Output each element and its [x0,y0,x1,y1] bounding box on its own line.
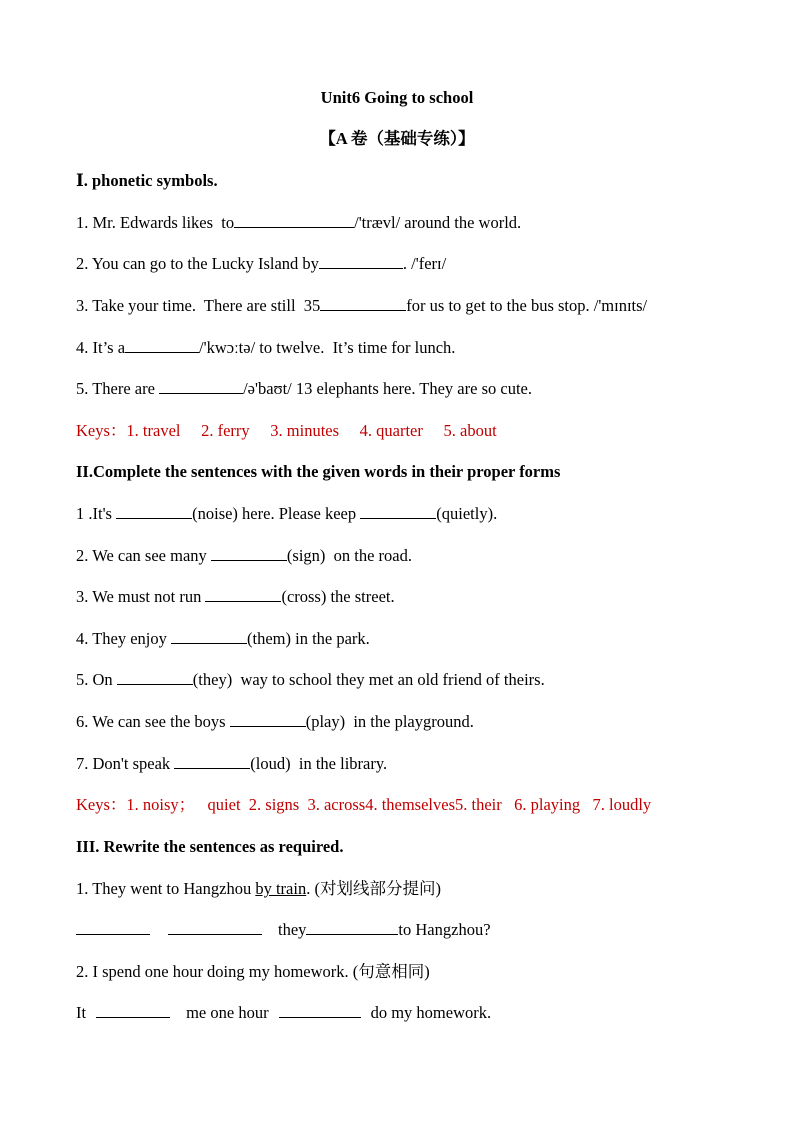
s1-q1-text-a: 1. Mr. Edwards likes to [76,213,235,232]
s1-q3-text-a: 3. Take your time. There are still 35 [76,296,321,315]
answer-blank[interactable] [319,254,403,269]
answer-blank[interactable] [211,546,287,561]
answer-blank[interactable] [174,754,250,769]
s2-q5-text-a: 5. On [76,670,117,689]
s1-question-4 [76,338,455,358]
page-subtitle: 【A 卷（基础专练）】 [319,129,475,148]
s2-q7-text-a: 7. Don't speak [76,754,175,773]
s1-question-3 [76,296,647,316]
s2-q3-text-a: 3. We must not run [76,587,206,606]
answer-blank[interactable] [171,629,247,644]
answer-blank[interactable] [116,504,192,519]
answer-blank[interactable] [76,920,150,935]
s3-question-2: 2. I spend one hour doing my homework. (句意相同) [76,962,430,981]
s2-question-7 [76,754,387,774]
s3-q2-answer-c: do my homework. [370,1003,492,1022]
answer-blank[interactable] [279,1003,361,1018]
section2-keys: Keys：1. noisy； quiet 2. signs 3. across4. themselves5. their 6. playing 7. loudly [76,795,652,814]
answer-blank[interactable] [125,338,199,353]
s3-q1-text-b: . (对划线部分提问) [306,879,441,898]
s1-q5-text-b: /ə'baʊt/ 13 elephants here. They are so cute. [243,379,532,398]
s1-question-2 [76,254,446,274]
s1-q4-text-b: /'kwɔːtə/ to twelve. It’s time for lunch. [199,338,456,357]
s2-q3-text-b: (cross) the street. [281,587,395,606]
s1-q5-text-a: 5. There are [76,379,160,398]
s3-q1-answer-text: to Hangzhou? [398,920,491,939]
s2-q6-text-a: 6. We can see the boys [76,712,230,731]
s2-q2-text-a: 2. We can see many [76,546,211,565]
answer-blank[interactable] [96,1003,170,1018]
answer-blank[interactable] [117,670,193,685]
s2-q2-text-b: (sign) on the road. [286,546,413,565]
section1-keys: Keys：1. travel 2. ferry 3. minutes 4. quarter 5. about [76,421,497,440]
s1-question-1 [76,213,521,233]
answer-blank[interactable] [205,587,281,602]
s2-q1-text-b: (noise) here. Please keep [192,504,361,523]
page-title: Unit6 Going to school [320,88,474,107]
s3-q2-answer-a: It [76,1003,87,1022]
answer-blank[interactable] [159,379,243,394]
s2-q6-text-b: (play) in the playground. [305,712,474,731]
s3-question-1 [76,879,441,899]
s2-question-3 [76,587,395,607]
answer-blank[interactable] [320,296,406,311]
s2-question-1 [76,504,497,524]
s3-q1-text-a: 1. They went to Hangzhou [76,879,256,898]
s3-q2-answer-b: me one hour [186,1003,269,1022]
s3-question-1-answer [76,920,491,940]
underlined-phrase: by train [255,879,307,898]
s1-q2-text-a: 2. You can go to the Lucky Island by [76,254,319,273]
answer-blank[interactable] [230,712,306,727]
s1-q4-text-a: 4. It’s a [76,338,126,357]
s3-question-2-answer [76,1003,491,1023]
s1-question-5 [76,379,532,399]
s2-question-5 [76,670,545,690]
answer-blank[interactable] [306,920,398,935]
section1-heading: Ⅰ. phonetic symbols. [76,171,218,190]
s1-q3-text-b: for us to get to the bus stop. /'mɪnɪts/ [406,296,648,315]
s2-q4-text-b: (them) in the park. [247,629,370,648]
section3-heading: III. Rewrite the sentences as required. [76,837,344,856]
s2-question-2 [76,546,412,566]
section2-heading: II.Complete the sentences with the given words in their proper forms [76,462,561,481]
s1-q1-text-b: /'trævl/ around the world. [354,213,522,232]
answer-blank[interactable] [360,504,436,519]
s2-q4-text-a: 4. They enjoy [76,629,172,648]
s2-q1-text-a: 1 .It's [76,504,117,523]
answer-blank[interactable] [234,213,354,228]
s2-question-4 [76,629,370,649]
s1-q2-text-b: . /'ferɪ/ [402,254,447,273]
answer-blank[interactable] [168,920,262,935]
s2-q1-text-c: (quietly). [436,504,498,523]
s3-q1-answer-word: they [278,920,307,939]
s2-q7-text-b: (loud) in the library. [250,754,388,773]
s2-q5-text-b: (they) way to school they met an old friend of theirs. [192,670,545,689]
s2-question-6 [76,712,474,732]
